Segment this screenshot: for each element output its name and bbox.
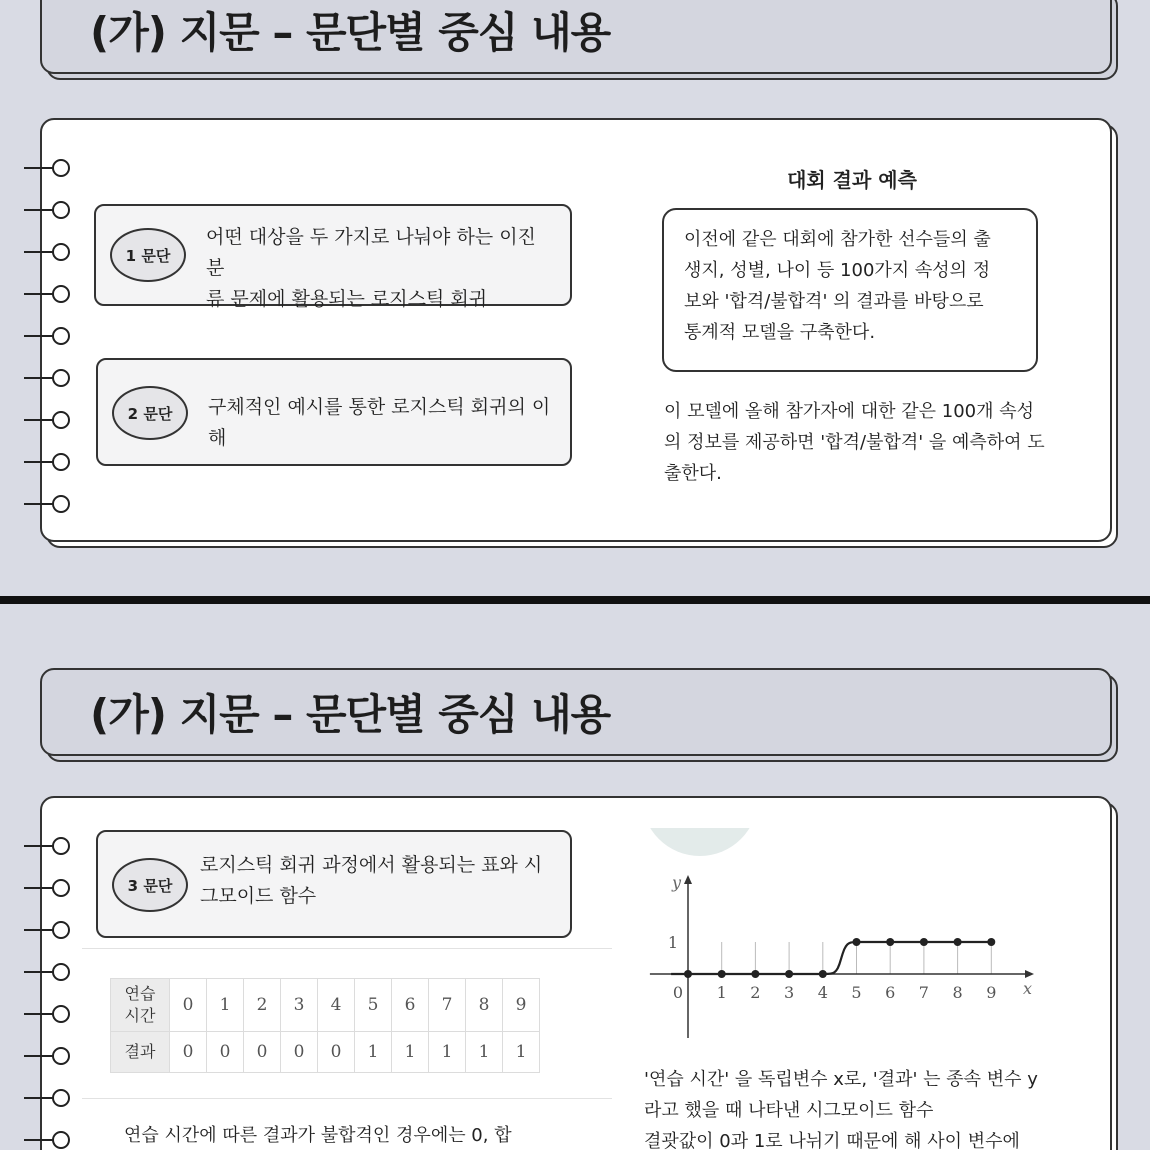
- table-cell: 7: [429, 979, 466, 1032]
- data-point: [751, 970, 759, 978]
- notebook-page: [40, 796, 1112, 1150]
- data-point: [920, 938, 928, 946]
- x-tick-label: 0: [672, 983, 684, 1002]
- divider-line: [82, 948, 612, 949]
- notebook-page: [40, 118, 1112, 542]
- table-cell: 5: [355, 979, 392, 1032]
- table-cell: 0: [170, 979, 207, 1032]
- y-axis-label: y: [672, 873, 682, 892]
- notebook-card: [40, 796, 1112, 1150]
- text-line: 이전에 같은 대회에 참가한 선수들의 출: [684, 229, 991, 250]
- x-axis-label: x: [1023, 979, 1033, 998]
- table-cell: 0: [281, 1032, 318, 1073]
- text-line: '연습 시간' 을 독립변수 x로, '결과' 는 종속 변수 y: [644, 1069, 1038, 1090]
- binder-ring-icon: [24, 410, 74, 430]
- table-cell: 1: [503, 1032, 540, 1073]
- sigmoid-chart: [620, 828, 1060, 1048]
- title-card-body: [40, 0, 1112, 74]
- x-tick-label: 8: [952, 983, 963, 1002]
- data-point: [987, 938, 995, 946]
- page-title: (가) 지문 – 문단별 중심 내용: [90, 8, 611, 57]
- binder-ring-icon: [24, 1004, 74, 1024]
- text-line: 결괏값이 0과 1로 나뉘기 때문에 해 사이 변수에: [644, 1131, 1020, 1150]
- data-table: [110, 978, 540, 1073]
- x-tick-label: 6: [885, 983, 896, 1002]
- table-cell: 8: [466, 979, 503, 1032]
- binder-ring-icon: [24, 158, 74, 178]
- text-line: 통계적 모델을 구축한다.: [684, 322, 876, 343]
- paragraph-1-box: [94, 204, 572, 310]
- table-row-hours: [111, 979, 540, 1032]
- table-explanation: 연습 시간에 따른 결과가 불합격인 경우에는 0, 합: [124, 1125, 512, 1146]
- title-card-body: [40, 668, 1112, 756]
- data-point: [785, 970, 793, 978]
- binder-ring-icon: [24, 368, 74, 388]
- data-point: [886, 938, 894, 946]
- binder-ring-icon: [24, 920, 74, 940]
- text-line: 류 문제에 활용되는 로지스틱 회귀: [206, 288, 488, 310]
- binder-ring-icon: [24, 242, 74, 262]
- table-cell: 6: [392, 979, 429, 1032]
- table-cell: 2: [244, 979, 281, 1032]
- table-cell: 0: [244, 1032, 281, 1073]
- text-line: 라고 했을 때 나타낸 시그모이드 함수: [644, 1100, 934, 1121]
- title-card: [40, 668, 1112, 756]
- binder-ring-icon: [24, 200, 74, 220]
- table-row-results: [111, 1032, 540, 1073]
- page-title: (가) 지문 – 문단별 중심 내용: [90, 690, 611, 739]
- paragraph-2-box: [96, 358, 572, 466]
- sigmoid-curve: [671, 942, 995, 974]
- paragraph-2-badge: 2 문단: [112, 386, 188, 440]
- paragraph-3-text: [200, 850, 556, 912]
- text-line: 출한다.: [664, 463, 722, 484]
- binder-ring-icon: [24, 1088, 74, 1108]
- data-point: [853, 938, 861, 946]
- table-cell: 1: [207, 979, 244, 1032]
- y-tick-label: 1: [667, 933, 678, 952]
- example-title: 대회 결과 예측: [787, 168, 917, 192]
- example-paragraph: [664, 396, 1084, 489]
- text-line: 보와 '합격/불합격' 의 결과를 바탕으로: [684, 291, 984, 312]
- binder-ring-icon: [24, 284, 74, 304]
- x-tick-label: 2: [750, 983, 761, 1002]
- binder-ring-icon: [24, 1046, 74, 1066]
- text-line: 어떤 대상을 두 가지로 나눠야 하는 이진 분: [206, 226, 536, 279]
- binder-ring-icon: [24, 878, 74, 898]
- text-line: 생지, 성별, 나이 등 100가지 속성의 정: [684, 260, 991, 281]
- table-cell: 0: [207, 1032, 244, 1073]
- binder-ring-icon: [24, 494, 74, 514]
- table-cell: 0: [318, 1032, 355, 1073]
- table-cell: 1: [355, 1032, 392, 1073]
- x-tick-label: 9: [986, 983, 997, 1002]
- table-cell: 9: [503, 979, 540, 1032]
- x-tick-label: 7: [918, 983, 929, 1002]
- text-line: 구체적인 예시를 통한 로지스틱 회귀의 이해: [208, 396, 551, 449]
- binder-ring-icon: [24, 836, 74, 856]
- graph-caption: [644, 1064, 1084, 1150]
- x-axis-arrow: [1025, 970, 1034, 978]
- decor-circle: [642, 828, 758, 856]
- paragraph-3-box: [96, 830, 572, 938]
- table-cell: 3: [281, 979, 318, 1032]
- slide-divider: [0, 596, 1150, 604]
- paragraph-2-text: [208, 392, 556, 454]
- data-point: [684, 970, 692, 978]
- paragraph-1-badge: 1 문단: [110, 228, 186, 282]
- table-cell: 1: [466, 1032, 503, 1073]
- table-cell: 4: [318, 979, 355, 1032]
- paragraph-3-badge: 3 문단: [112, 858, 188, 912]
- divider-line: [82, 1098, 612, 1099]
- paragraph-1-text: [206, 222, 556, 315]
- text-line: 로지스틱 회귀 과정에서 활용되는 표와 시: [200, 854, 543, 876]
- binder-ring-icon: [24, 452, 74, 472]
- table-cell: 0: [170, 1032, 207, 1073]
- x-tick-label: 1: [716, 983, 727, 1002]
- data-point: [718, 970, 726, 978]
- title-card: [40, 0, 1112, 74]
- table-cell: 1: [392, 1032, 429, 1073]
- y-axis-arrow: [684, 875, 692, 884]
- table-header-results: 결과: [111, 1032, 170, 1073]
- table-cell: 1: [429, 1032, 466, 1073]
- binder-ring-icon: [24, 1130, 74, 1150]
- text-line: 의 정보를 제공하면 '합격/불합격' 을 예측하여 도: [664, 432, 1045, 453]
- table-header-hours: 연습 시간: [111, 979, 170, 1032]
- x-tick-label: 4: [817, 983, 828, 1002]
- text-line: 그모이드 함수: [200, 885, 317, 907]
- slide-2: [0, 604, 1150, 1150]
- binder-ring-icon: [24, 326, 74, 346]
- x-tick-label: 3: [784, 983, 795, 1002]
- data-point: [819, 970, 827, 978]
- x-tick-label: 5: [851, 983, 862, 1002]
- binder-ring-icon: [24, 962, 74, 982]
- example-box: [662, 208, 1038, 372]
- data-point: [954, 938, 962, 946]
- notebook-card: [40, 118, 1112, 542]
- text-line: 이 모델에 올해 참가자에 대한 같은 100개 속성: [664, 401, 1035, 422]
